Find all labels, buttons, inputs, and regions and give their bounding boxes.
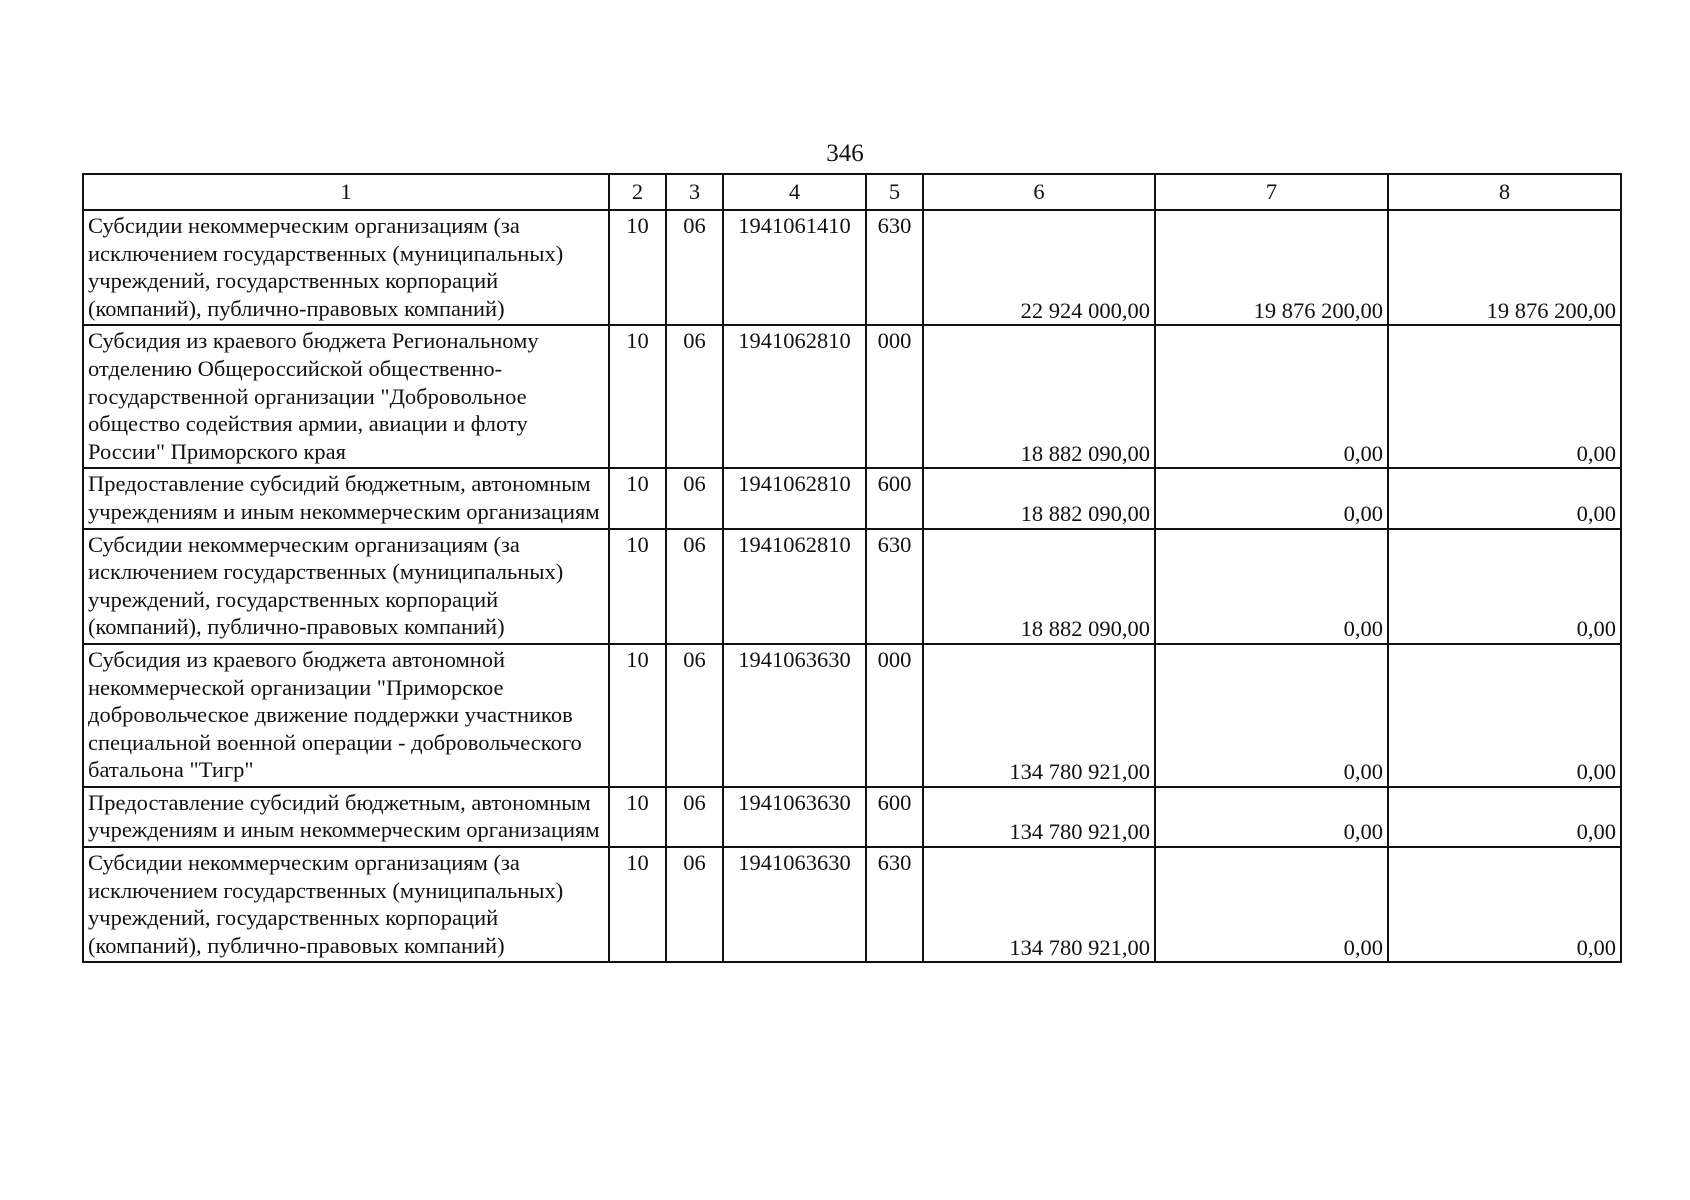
- expense-type-cell: 000: [866, 644, 923, 787]
- table-row: [83, 847, 1621, 962]
- target-article-cell: 1941062810: [723, 325, 866, 468]
- expense-type-cell: 630: [866, 529, 923, 644]
- subsection-code-cell: 06: [666, 529, 723, 644]
- row-name-cell: Субсидии некоммерческим организациям (за исключением государственных (муниципальных) учреждений, государственных корпораций (компаний), публично-правовых компаний): [83, 529, 609, 644]
- row-name-cell: Субсидия из краевого бюджета Региональному отделению Общероссийской общественно-государственной организации "Добровольное общество содействия армии, авиации и флоту России" Приморского края: [83, 325, 609, 468]
- amount-col7-cell: 0,00: [1155, 847, 1388, 962]
- row-name-cell: Предоставление субсидий бюджетным, автономным учреждениям и иным некоммерческим организациям: [83, 787, 609, 847]
- amount-col6-cell: 18 882 090,00: [923, 468, 1155, 528]
- target-article-cell: 1941062810: [723, 468, 866, 528]
- expense-type-cell: 630: [866, 210, 923, 325]
- row-name-cell: Субсидия из краевого бюджета автономной некоммерческой организации "Приморское добровольческое движение поддержки участников специальной военной операции - добровольческого батальона "Тигр": [83, 644, 609, 787]
- subsection-code-cell: 06: [666, 847, 723, 962]
- table-header-row: [83, 174, 1621, 210]
- section-code-cell: 10: [609, 529, 666, 644]
- expense-type-cell: 600: [866, 787, 923, 847]
- budget-table: [82, 173, 1622, 963]
- column-header-8: 8: [1388, 174, 1621, 210]
- expense-type-cell: 600: [866, 468, 923, 528]
- subsection-code-cell: 06: [666, 325, 723, 468]
- amount-col6-cell: 22 924 000,00: [923, 210, 1155, 325]
- target-article-cell: 1941063630: [723, 787, 866, 847]
- amount-col6-cell: 134 780 921,00: [923, 787, 1155, 847]
- table-row: [83, 468, 1621, 528]
- amount-col8-cell: 0,00: [1388, 644, 1621, 787]
- amount-col7-cell: 0,00: [1155, 529, 1388, 644]
- amount-col6-cell: 134 780 921,00: [923, 644, 1155, 787]
- subsection-code-cell: 06: [666, 787, 723, 847]
- amount-col8-cell: 0,00: [1388, 787, 1621, 847]
- page-number: 346: [826, 140, 864, 167]
- subsection-code-cell: 06: [666, 210, 723, 325]
- amount-col8-cell: 0,00: [1388, 847, 1621, 962]
- table-body: [83, 174, 1621, 962]
- section-code-cell: 10: [609, 787, 666, 847]
- table-row: [83, 325, 1621, 468]
- section-code-cell: 10: [609, 468, 666, 528]
- amount-col6-cell: 134 780 921,00: [923, 847, 1155, 962]
- table-row: [83, 529, 1621, 644]
- column-header-7: 7: [1155, 174, 1388, 210]
- expense-type-cell: 630: [866, 847, 923, 962]
- column-header-2: 2: [609, 174, 666, 210]
- amount-col8-cell: 0,00: [1388, 325, 1621, 468]
- section-code-cell: 10: [609, 210, 666, 325]
- expense-type-cell: 000: [866, 325, 923, 468]
- column-header-5: 5: [866, 174, 923, 210]
- section-code-cell: 10: [609, 325, 666, 468]
- subsection-code-cell: 06: [666, 468, 723, 528]
- section-code-cell: 10: [609, 847, 666, 962]
- column-header-1: 1: [83, 174, 609, 210]
- amount-col8-cell: 0,00: [1388, 468, 1621, 528]
- amount-col8-cell: 0,00: [1388, 529, 1621, 644]
- target-article-cell: 1941063630: [723, 847, 866, 962]
- table-row: [83, 787, 1621, 847]
- column-header-3: 3: [666, 174, 723, 210]
- amount-col6-cell: 18 882 090,00: [923, 529, 1155, 644]
- table-row: [83, 210, 1621, 325]
- amount-col7-cell: 19 876 200,00: [1155, 210, 1388, 325]
- target-article-cell: 1941061410: [723, 210, 866, 325]
- target-article-cell: 1941062810: [723, 529, 866, 644]
- section-code-cell: 10: [609, 644, 666, 787]
- row-name-cell: Субсидии некоммерческим организациям (за исключением государственных (муниципальных) учреждений, государственных корпораций (компаний), публично-правовых компаний): [83, 210, 609, 325]
- amount-col6-cell: 18 882 090,00: [923, 325, 1155, 468]
- amount-col7-cell: 0,00: [1155, 325, 1388, 468]
- table-row: [83, 644, 1621, 787]
- row-name-cell: Предоставление субсидий бюджетным, автономным учреждениям и иным некоммерческим организациям: [83, 468, 609, 528]
- amount-col7-cell: 0,00: [1155, 787, 1388, 847]
- column-header-4: 4: [723, 174, 866, 210]
- column-header-6: 6: [923, 174, 1155, 210]
- subsection-code-cell: 06: [666, 644, 723, 787]
- amount-col7-cell: 0,00: [1155, 468, 1388, 528]
- target-article-cell: 1941063630: [723, 644, 866, 787]
- row-name-cell: Субсидии некоммерческим организациям (за исключением государственных (муниципальных) учреждений, государственных корпораций (компаний), публично-правовых компаний): [83, 847, 609, 962]
- amount-col7-cell: 0,00: [1155, 644, 1388, 787]
- amount-col8-cell: 19 876 200,00: [1388, 210, 1621, 325]
